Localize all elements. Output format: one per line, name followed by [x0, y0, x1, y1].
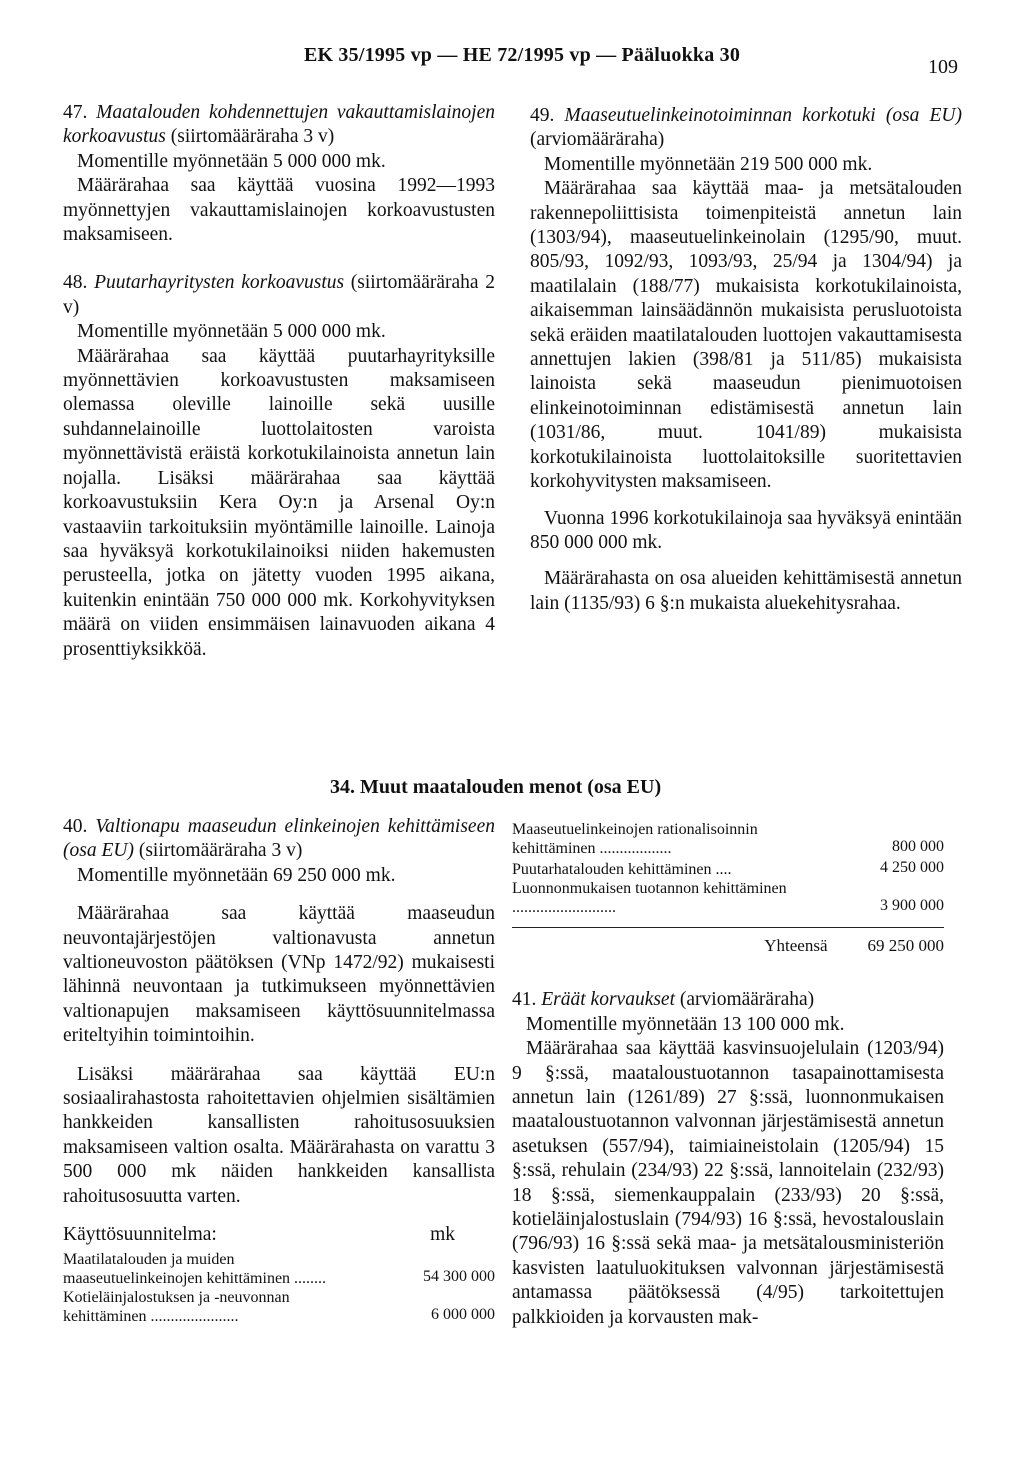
item-48-heading — [63, 271, 495, 320]
usage-plan-row — [63, 1288, 495, 1326]
item-49-grant: Momentille myönnetään 219 500 000 mk. — [544, 153, 873, 175]
item-48 — [63, 271, 495, 662]
item-49-number: 49. — [530, 105, 555, 126]
item-40-grant: Momentille myönnetään 69 250 000 mk. — [77, 864, 396, 886]
total-label: Yhteensä — [764, 936, 828, 955]
item-41-text: Määrärahaa saa käyttää kasvinsuojelulain (1203/94) 9 §:ssä, maataloustuotannon tasapainottamisesta annetun lain (1261/89) 27 §:ssä, luonnonmukaisen maataloustuotannon valvonnan järjestämisestä annetun asetuksen (557/94), taimiaineistolain (1205/94) 15 §:ssä, rehulain (234/93) 22 §:ssä, lannoitelain (232/93) 18 §:ssä, siemenkauppalain (233/93) 20 §:ssä, kotieläinjalostuslain (794/93) 16 §:ssä, hevostalouslain (796/93) 16 §:ssä sekä maa- ja metsätalousministeriön kasvisten laatuluokituksen valvonnan järjestämisestä antamassa päätöksessä (4/95) tarkoitettujen palkkioiden ja korvausten mak- — [512, 1038, 944, 1328]
allocation-row-label: Maaseutuelinkeinojen rationalisoinnin kehittäminen .................. — [512, 821, 758, 857]
page-number: 109 — [928, 56, 958, 78]
item-49-text3: Määrärahasta on osa alueiden kehittämisestä annetun lain (1135/93) 6 §:n mukaista aluekehitysrahaa. — [530, 568, 962, 614]
item-40-heading — [63, 815, 495, 864]
item-41-type: (arviomääräraha) — [679, 989, 815, 1011]
usage-plan-table — [63, 1250, 495, 1326]
item-48-grant: Momentille myönnetään 5 000 000 mk. — [77, 321, 386, 343]
item-48-title: Puutarhayritysten korkoavustus — [94, 272, 345, 294]
item-49-text2: Vuonna 1996 korkotukilainoja saa hyväksyä enintään 850 000 000 mk. — [530, 507, 962, 553]
allocation-row-amount: 3 900 000 — [880, 897, 944, 914]
item-40-type: (siirtomääräraha 3 v) — [138, 840, 303, 862]
page-header — [0, 44, 1024, 84]
allocation-row — [512, 858, 944, 879]
item-40-title: Valtionapu maaseudun elinkeinojen kehittämiseen (osa EU) — [63, 816, 495, 862]
item-47-title: Maatalouden kohdennettujen vakauttamislainojen korkoavustus — [63, 102, 496, 148]
usage-plan-unit: mk — [430, 1224, 455, 1246]
left-column — [63, 101, 495, 680]
item-41-grant: Momentille myönnetään 13 100 000 mk. — [526, 1013, 845, 1035]
usage-plan-row-amount: 6 000 000 — [431, 1305, 495, 1323]
item-47-grant: Momentille myönnetään 5 000 000 mk. — [77, 150, 386, 172]
item-41-heading — [512, 988, 944, 1012]
sum-divider — [512, 927, 944, 928]
item-41 — [512, 988, 944, 1330]
usage-plan-row-label: Maatilatalouden ja muiden maaseutuelinkeinojen kehittäminen ........ — [63, 1250, 327, 1287]
item-48-type: (siirtomääräraha 2 v) — [63, 272, 495, 318]
item-47 — [63, 101, 495, 247]
item-40-text: Määrärahaa saa käyttää maaseudun neuvontajärjestöjen valtionavusta annetun valtioneuvoston päätöksen (VNp 1472/92) mukaisesti lähinnä neuvontaan ja tutkimukseen myönnettävien valtionapujen maksamiseen käyttösuunnitelmassa eriteltyihin toimintoihin. — [63, 903, 495, 1047]
running-header: EK 35/1995 vp — HE 72/1995 vp — Pääluokka 30 — [303, 44, 741, 66]
usage-plan-heading — [63, 1223, 495, 1247]
allocation-table — [512, 820, 944, 917]
total-row — [512, 934, 944, 958]
allocation-row — [512, 879, 944, 917]
allocation-row-label: Puutarhatalouden kehittäminen .... — [512, 861, 732, 878]
item-49-text: Määrärahaa saa käyttää maa- ja metsätalouden rakennepoliittisista toimenpiteistä annetun lain (1303/94), maaseutuelinkeinolain (1295/90, muut. 805/93, 1092/93, 1093/93, 25/94 ja 1304/94) ja maatilalain (188/77) mukaisista korkotukilainoista, aikaisemman lainsäädännön mukaisista perusluotoista sekä eräiden maatilatalouden luottojen vakauttamisesta annettujen lakien (398/81 ja 511/85) mukaisista lainoista sekä maaseudun pienimuotoisen elinkeinotoiminnan edistämisestä annetun lain (1031/86, muut. 1041/89) mukaisista korkotukilainoista luottolaitoksille suoritettavien korkohyvitysten maksamiseen. — [530, 178, 962, 493]
allocation-row-amount: 4 250 000 — [880, 859, 944, 876]
item-49-type: (arviomääräraha) — [530, 129, 665, 151]
bottom-left-column — [63, 815, 495, 1326]
total-amount: 69 250 000 — [867, 936, 944, 955]
bottom-right-column — [512, 820, 944, 1330]
allocation-row — [512, 820, 944, 858]
section-34-heading: 34. Muut maatalouden menot (osa EU) — [330, 776, 662, 798]
usage-plan-row-amount: 54 300 000 — [423, 1267, 495, 1285]
item-41-title: Eräät korvaukset — [541, 989, 676, 1011]
item-41-number: 41. — [512, 989, 537, 1011]
item-48-text: Määrärahaa saa käyttää puutarhayrityksille myönnettävien korkoavustusten maksamiseen olemassa oleville lainoille sekä uusille suhdannelainoille luottolaitosten varoista myönnettävistä eräistä korkotukilainoista annetun lain nojalla. Lisäksi määrärahaa saa käyttää korkoavustuksiin Kera Oy:n ja Arsenal Oy:n vastaaviin tarkoituksiin myöntämille lainoille. Lainoja saa hyväksyä korkotukilainoiksi niiden hakemusten perusteella, jotka on jätetty vuoden 1995 aikana, kuitenkin enintään 750 000 000 mk. Korkohyvityksen määrä on viiden ensimmäisen lainavuoden aikana 4 prosenttiyksikköä. — [63, 345, 495, 660]
item-40-number: 40. — [63, 816, 88, 837]
usage-plan-title: Käyttösuunnitelma: — [63, 1224, 217, 1246]
right-column — [530, 104, 962, 634]
item-47-text: Määrärahaa saa käyttää vuosina 1992—1993 myönnettyjen vakauttamislainojen korkoavustusten maksamiseen. — [63, 175, 495, 246]
item-47-type: (siirtomääräraha 3 v) — [170, 126, 335, 148]
item-47-heading — [63, 101, 495, 150]
item-48-number: 48. — [63, 272, 88, 294]
allocation-row-label: Luonnonmukaisen tuotannon kehittäminen .......................... — [512, 880, 787, 916]
item-49-title: Maaseutuelinkeinotoiminnan korkotuki (osa EU) — [564, 105, 963, 126]
allocation-row-amount: 800 000 — [892, 838, 944, 855]
item-47-number: 47. — [63, 102, 88, 123]
item-40-text2: Lisäksi määrärahaa saa käyttää EU:n sosiaalirahastosta rahoitettavien ohjelmien sisältämien hankkeiden kansallisten rahoitusosuuksien maksamiseen valtion osalta. Määrärahasta on varattu 3 500 000 mk näiden hankkeiden kansallista rahoitusosuutta varten. — [63, 1063, 495, 1207]
usage-plan-row — [63, 1250, 495, 1288]
item-49-heading — [530, 104, 962, 153]
item-49 — [530, 104, 962, 616]
usage-plan-row-label: Kotieläinjalostuksen ja -neuvonnan kehittäminen ...................... — [63, 1288, 290, 1325]
